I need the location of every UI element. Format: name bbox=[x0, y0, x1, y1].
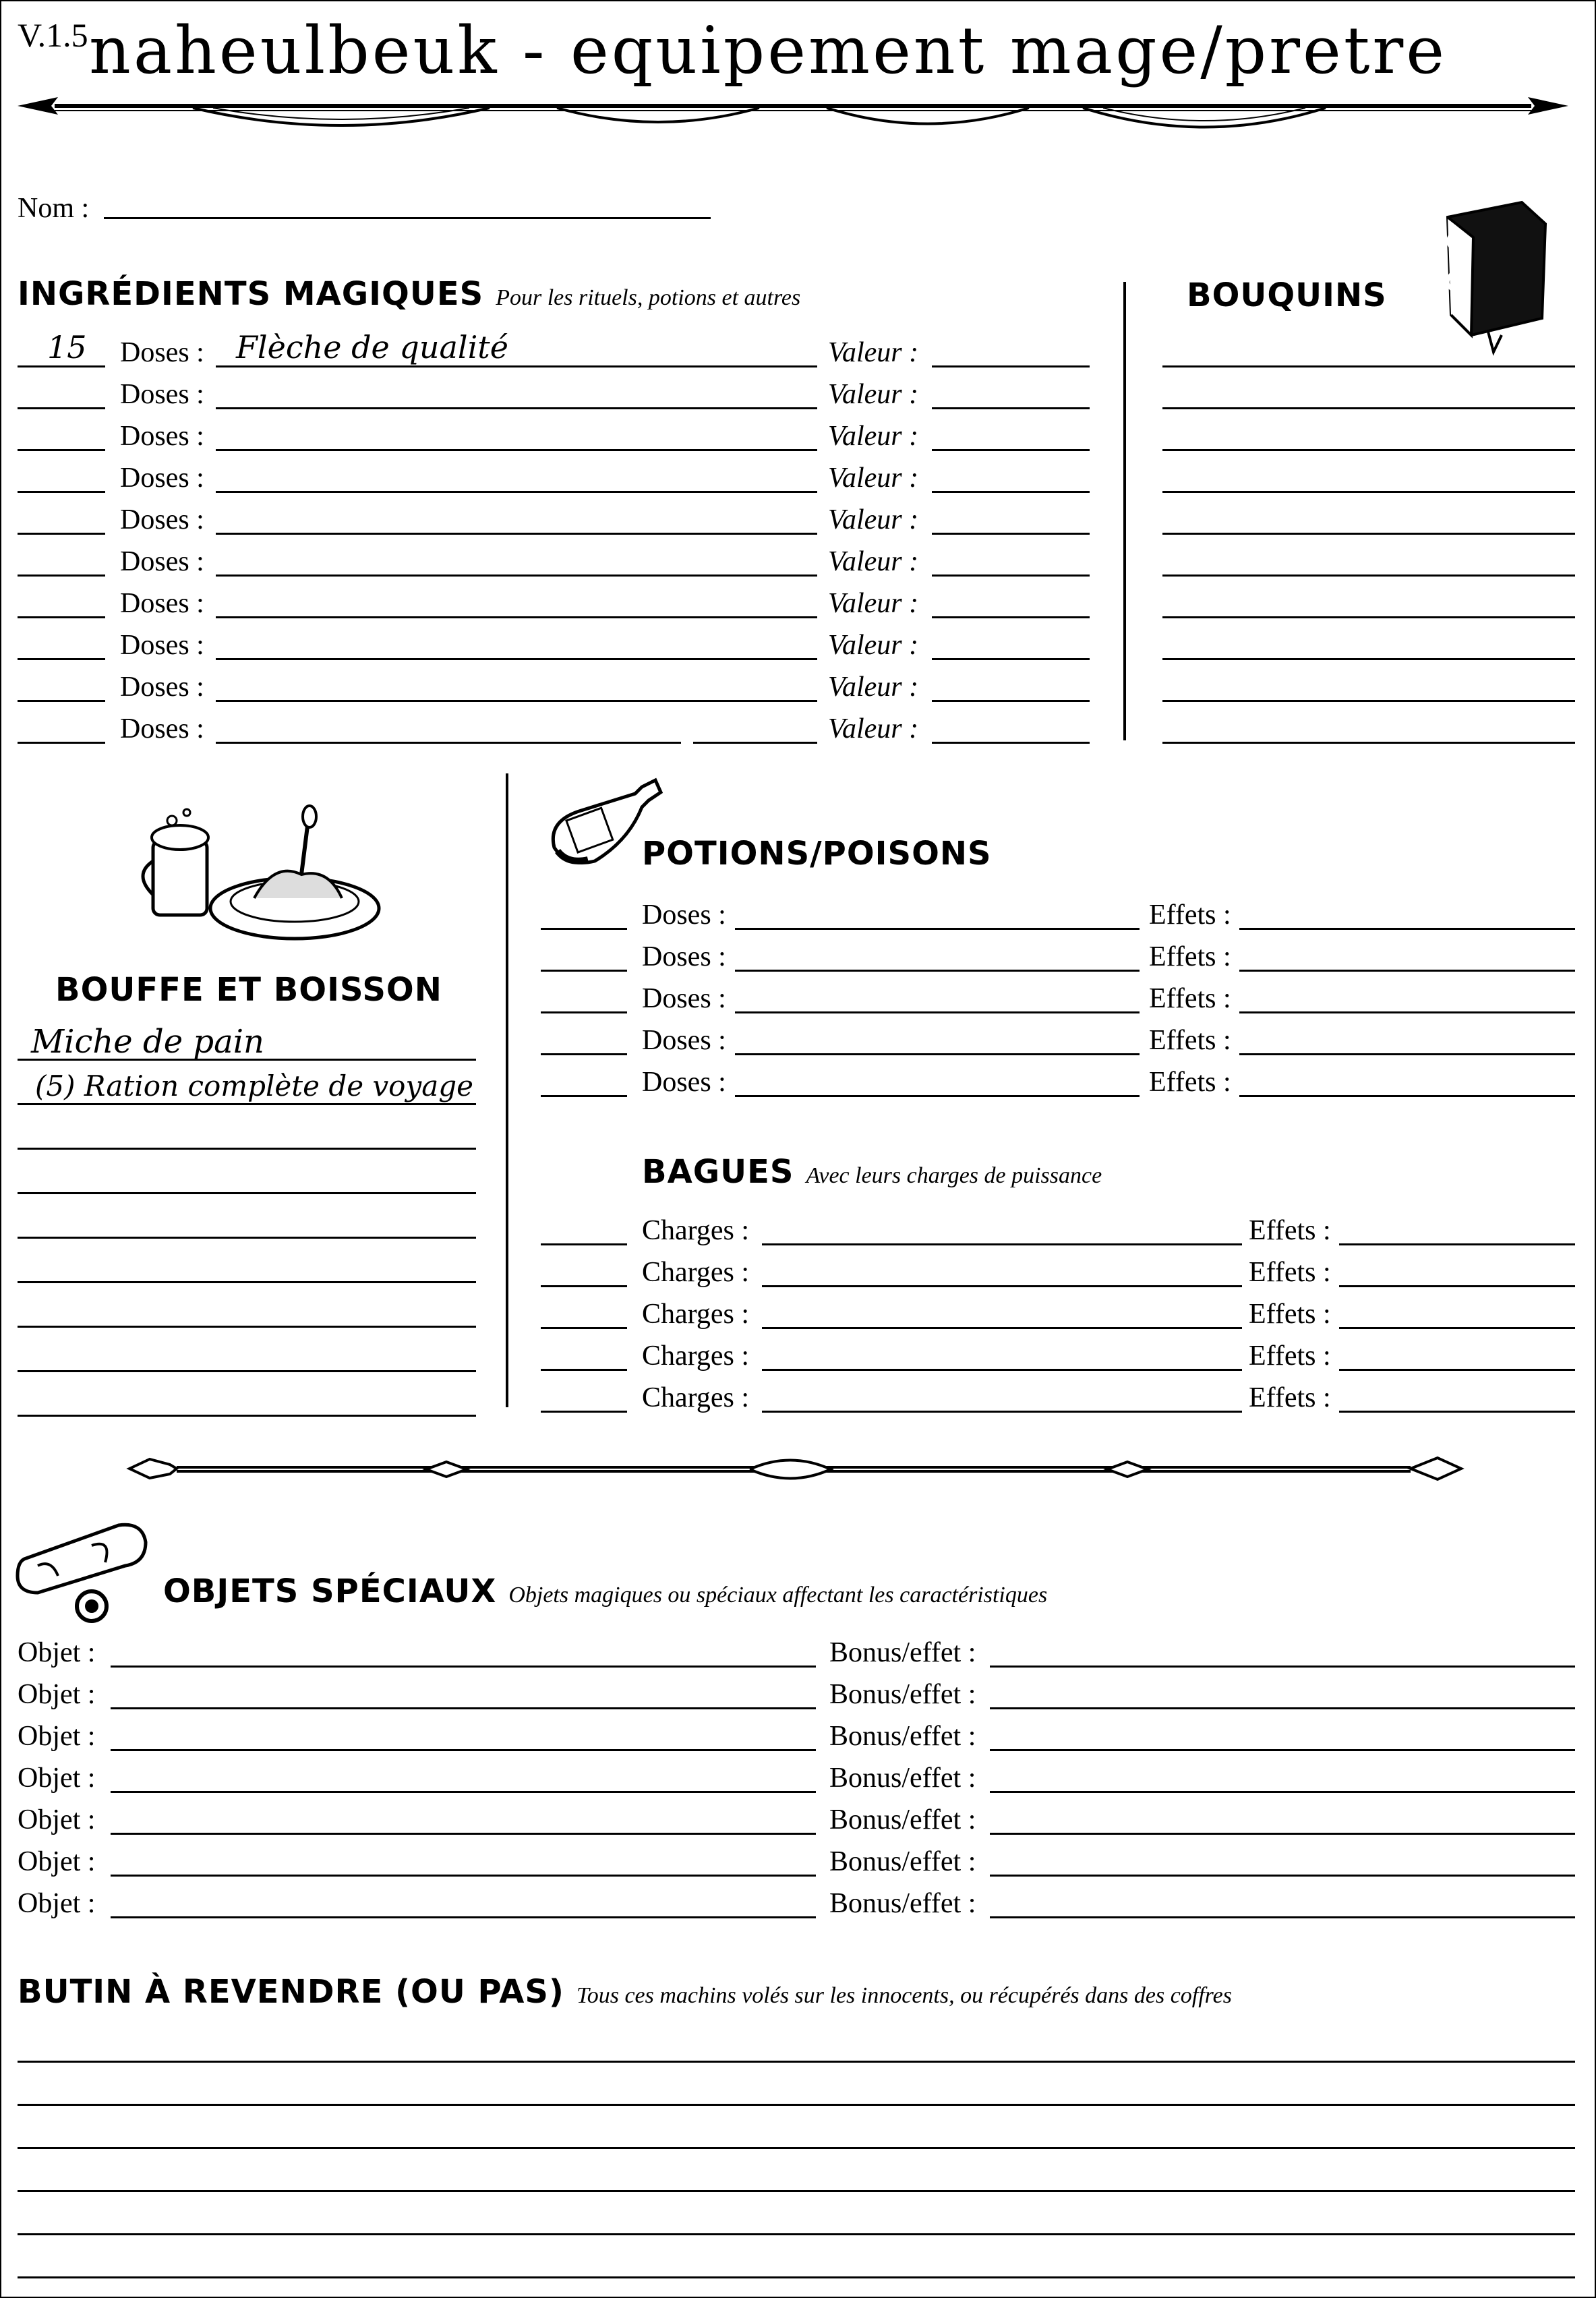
potion-effets-line[interactable] bbox=[1239, 1011, 1575, 1013]
objet-line[interactable] bbox=[111, 1833, 816, 1835]
butin-subtitle: Tous ces machins volés sur les innocents, ou récupérés dans des coffres bbox=[576, 1983, 1232, 2008]
ingredient-doses-label: Doses : bbox=[120, 463, 204, 494]
bague-name-line[interactable] bbox=[762, 1327, 1242, 1329]
potions-title: POTIONS/POISONS bbox=[642, 835, 992, 873]
ingredient-valeur-line[interactable] bbox=[932, 700, 1090, 702]
ingredient-doses-label: Doses : bbox=[120, 630, 204, 661]
bouquin-line[interactable] bbox=[1162, 700, 1575, 702]
ingredient-name-line[interactable] bbox=[216, 574, 817, 577]
bouquin-line[interactable] bbox=[1162, 365, 1575, 367]
potion-doses-label: Doses : bbox=[642, 983, 726, 1014]
bague-effets-label: Effets : bbox=[1249, 1299, 1331, 1330]
potion-effets-line[interactable] bbox=[1239, 970, 1575, 972]
ingredient-doses-label: Doses : bbox=[120, 713, 204, 744]
potion-doses-label: Doses : bbox=[642, 1025, 726, 1056]
ingredient-doses-label: Doses : bbox=[120, 546, 204, 577]
objets-title: OBJETS SPÉCIAUX Objets magiques ou spéciaux affectant les caractéristiques bbox=[163, 1572, 1048, 1610]
potion-effets-line[interactable] bbox=[1239, 1095, 1575, 1097]
potion-qty-line[interactable] bbox=[541, 928, 627, 930]
bouquin-line[interactable] bbox=[1162, 658, 1575, 660]
ingredient-valeur-label: Valeur : bbox=[828, 504, 919, 535]
bonus-label: Bonus/effet : bbox=[829, 1721, 976, 1752]
bouquins-title: BOUQUINS bbox=[1187, 276, 1387, 314]
bonus-line[interactable] bbox=[990, 1833, 1575, 1835]
potion-doses-label: Doses : bbox=[642, 941, 726, 972]
objet-label: Objet : bbox=[18, 1721, 96, 1752]
objet-line[interactable] bbox=[111, 1666, 816, 1668]
bague-qty-line[interactable] bbox=[541, 1327, 627, 1329]
potion-doses-label: Doses : bbox=[642, 900, 726, 931]
column-divider-2 bbox=[506, 773, 508, 1407]
ingredient-valeur-line[interactable] bbox=[932, 491, 1090, 493]
ingredient-name-line[interactable] bbox=[216, 700, 817, 702]
bouquin-line[interactable] bbox=[1162, 742, 1575, 744]
bagues-title: BAGUES Avec leurs charges de puissance bbox=[642, 1153, 1102, 1191]
bonus-line[interactable] bbox=[990, 1707, 1575, 1709]
potion-effets-line[interactable] bbox=[1239, 928, 1575, 930]
ingredient-qty-line[interactable] bbox=[18, 616, 105, 618]
bagues-subtitle: Avec leurs charges de puissance bbox=[806, 1163, 1102, 1188]
bague-name-line[interactable] bbox=[762, 1411, 1242, 1413]
ingredient-valeur-line[interactable] bbox=[932, 407, 1090, 409]
bouquin-line[interactable] bbox=[1162, 449, 1575, 451]
bouffe-line[interactable] bbox=[18, 1192, 476, 1194]
ingredient-doses-label: Doses : bbox=[120, 337, 204, 368]
bague-effets-line[interactable] bbox=[1339, 1285, 1575, 1287]
bonus-label: Bonus/effet : bbox=[829, 1637, 976, 1668]
bague-effets-line[interactable] bbox=[1339, 1411, 1575, 1413]
bague-effets-line[interactable] bbox=[1339, 1327, 1575, 1329]
bonus-label: Bonus/effet : bbox=[829, 1763, 976, 1794]
ingredient-valeur-label: Valeur : bbox=[828, 337, 919, 368]
potion-doses-label: Doses : bbox=[642, 1067, 726, 1098]
ingredient-valeur-label: Valeur : bbox=[828, 546, 919, 577]
ingredient-valeur-label: Valeur : bbox=[828, 630, 919, 661]
bonus-label: Bonus/effet : bbox=[829, 1846, 976, 1877]
ingredient-name-line[interactable] bbox=[216, 449, 817, 451]
ingredient-valeur-label: Valeur : bbox=[828, 713, 919, 744]
ingredient-name-line[interactable] bbox=[216, 658, 817, 660]
ingredient-qty-line[interactable] bbox=[18, 533, 105, 535]
food-icon bbox=[140, 800, 382, 942]
ingredient-doses-label: Doses : bbox=[120, 588, 204, 619]
bague-charges-label: Charges : bbox=[642, 1299, 750, 1330]
bouquin-line[interactable] bbox=[1162, 407, 1575, 409]
ingredient-valeur-line[interactable] bbox=[932, 365, 1090, 367]
ingredient-name-line[interactable] bbox=[216, 365, 817, 367]
ingredient-name-line[interactable] bbox=[216, 491, 817, 493]
butin-line[interactable] bbox=[18, 2233, 1575, 2235]
book-icon bbox=[1434, 197, 1556, 345]
bonus-line[interactable] bbox=[990, 1916, 1575, 1918]
bague-qty-line[interactable] bbox=[541, 1285, 627, 1287]
page-title: naheulbeuk - equipement mage/pretre bbox=[89, 13, 1448, 88]
ingredient-qty-line[interactable] bbox=[18, 365, 105, 367]
ingredient-qty-line[interactable] bbox=[18, 491, 105, 493]
bouffe-line[interactable] bbox=[18, 1326, 476, 1328]
bouffe-line[interactable] bbox=[18, 1103, 476, 1105]
ingredient-valeur-line[interactable] bbox=[932, 449, 1090, 451]
ingredient-qty-line[interactable] bbox=[18, 449, 105, 451]
ingredient-qty-line[interactable] bbox=[18, 574, 105, 577]
bouquin-line[interactable] bbox=[1162, 616, 1575, 618]
potion-name-line[interactable] bbox=[735, 1011, 1140, 1013]
ingredient-valeur-label: Valeur : bbox=[828, 463, 919, 494]
butin-line[interactable] bbox=[18, 2147, 1575, 2149]
ingredient-name-value: Flèche de qualité bbox=[236, 329, 509, 365]
bague-effets-line[interactable] bbox=[1339, 1369, 1575, 1371]
bouffe-title: BOUFFE ET BOISSON bbox=[55, 971, 442, 1009]
bouffe-line[interactable] bbox=[18, 1370, 476, 1372]
butin-line[interactable] bbox=[18, 2061, 1575, 2063]
bague-name-line[interactable] bbox=[762, 1243, 1242, 1245]
bague-name-line[interactable] bbox=[762, 1285, 1242, 1287]
potion-effets-label: Effets : bbox=[1149, 941, 1231, 972]
bonus-line[interactable] bbox=[990, 1666, 1575, 1668]
bague-charges-label: Charges : bbox=[642, 1382, 750, 1413]
ingredient-valeur-line[interactable] bbox=[932, 616, 1090, 618]
ingredient-valeur-label: Valeur : bbox=[828, 421, 919, 452]
bonus-label: Bonus/effet : bbox=[829, 1804, 976, 1835]
bonus-label: Bonus/effet : bbox=[829, 1679, 976, 1710]
bague-qty-line[interactable] bbox=[541, 1369, 627, 1371]
ingredient-qty-line[interactable] bbox=[18, 700, 105, 702]
objet-line[interactable] bbox=[111, 1707, 816, 1709]
objets-subtitle: Objets magiques ou spéciaux affectant les caractéristiques bbox=[508, 1583, 1048, 1608]
ingredient-doses-label: Doses : bbox=[120, 672, 204, 703]
objet-label: Objet : bbox=[18, 1679, 96, 1710]
bonus-line[interactable] bbox=[990, 1749, 1575, 1751]
ingredient-valeur-label: Valeur : bbox=[828, 588, 919, 619]
objet-line[interactable] bbox=[111, 1749, 816, 1751]
bonus-line[interactable] bbox=[990, 1875, 1575, 1877]
objet-line[interactable] bbox=[111, 1791, 816, 1793]
ingredient-valeur-line[interactable] bbox=[932, 658, 1090, 660]
ingredient-name-line-2[interactable] bbox=[693, 742, 817, 744]
potion-effets-line[interactable] bbox=[1239, 1053, 1575, 1055]
objet-label: Objet : bbox=[18, 1888, 96, 1919]
butin-line[interactable] bbox=[18, 2104, 1575, 2106]
potion-name-line[interactable] bbox=[735, 1095, 1140, 1097]
ingredient-doses-label: Doses : bbox=[120, 504, 204, 535]
ingredient-qty-value: 15 bbox=[47, 329, 87, 365]
ingredient-name-line[interactable] bbox=[216, 407, 817, 409]
bouquin-line[interactable] bbox=[1162, 491, 1575, 493]
bouffe-line[interactable] bbox=[18, 1237, 476, 1239]
ingredient-name-line[interactable] bbox=[216, 533, 817, 535]
potion-name-line[interactable] bbox=[735, 928, 1140, 930]
bague-effets-label: Effets : bbox=[1249, 1382, 1331, 1413]
spear-divider-top bbox=[18, 89, 1568, 150]
bonus-line[interactable] bbox=[990, 1791, 1575, 1793]
bouffe-entry: Miche de pain bbox=[31, 1023, 264, 1061]
bague-effets-label: Effets : bbox=[1249, 1215, 1331, 1246]
bague-charges-label: Charges : bbox=[642, 1340, 750, 1372]
potion-effets-label: Effets : bbox=[1149, 900, 1231, 931]
ingredient-qty-line[interactable] bbox=[18, 658, 105, 660]
bague-effets-line[interactable] bbox=[1339, 1243, 1575, 1245]
bague-effets-label: Effets : bbox=[1249, 1257, 1331, 1288]
potion-qty-line[interactable] bbox=[541, 1011, 627, 1013]
objet-line[interactable] bbox=[111, 1916, 816, 1918]
bague-name-line[interactable] bbox=[762, 1369, 1242, 1371]
ingredients-subtitle: Pour les rituels, potions et autres bbox=[496, 285, 801, 310]
objet-label: Objet : bbox=[18, 1846, 96, 1877]
potion-name-line[interactable] bbox=[735, 1053, 1140, 1055]
ingredient-qty-line[interactable] bbox=[18, 742, 105, 744]
objet-label: Objet : bbox=[18, 1804, 96, 1835]
ingredient-name-line[interactable] bbox=[216, 616, 817, 618]
objet-label: Objet : bbox=[18, 1763, 96, 1794]
potion-effets-label: Effets : bbox=[1149, 1067, 1231, 1098]
scroll-ring-icon bbox=[18, 1512, 159, 1626]
column-divider bbox=[1123, 282, 1126, 740]
ingredient-valeur-line[interactable] bbox=[932, 742, 1090, 744]
potion-qty-line[interactable] bbox=[541, 970, 627, 972]
butin-line[interactable] bbox=[18, 2276, 1575, 2278]
bague-qty-line[interactable] bbox=[541, 1411, 627, 1413]
ingredient-valeur-line[interactable] bbox=[932, 533, 1090, 535]
nom-input-line[interactable] bbox=[104, 217, 711, 219]
bouffe-entry: (5) Ration complète de voyage bbox=[35, 1069, 473, 1102]
ingredient-valeur-label: Valeur : bbox=[828, 672, 919, 703]
bouffe-line[interactable] bbox=[18, 1148, 476, 1150]
bouquin-line[interactable] bbox=[1162, 574, 1575, 577]
bouffe-line[interactable] bbox=[18, 1415, 476, 1417]
ingredients-title: INGRÉDIENTS MAGIQUES Pour les rituels, potions et autres bbox=[18, 275, 801, 313]
potion-effets-label: Effets : bbox=[1149, 983, 1231, 1014]
bague-charges-label: Charges : bbox=[642, 1257, 750, 1288]
bague-charges-label: Charges : bbox=[642, 1215, 750, 1246]
bouffe-line[interactable] bbox=[18, 1281, 476, 1283]
ingredient-doses-label: Doses : bbox=[120, 421, 204, 452]
ingredient-name-line[interactable] bbox=[216, 742, 681, 744]
staff-divider bbox=[129, 1451, 1465, 1492]
potion-effets-label: Effets : bbox=[1149, 1025, 1231, 1056]
butin-title: BUTIN À REVENDRE (OU PAS) Tous ces machins volés sur les innocents, ou récupérés dans des coffres bbox=[18, 1973, 1232, 2011]
potion-qty-line[interactable] bbox=[541, 1053, 627, 1055]
potion-qty-line[interactable] bbox=[541, 1095, 627, 1097]
potion-name-line[interactable] bbox=[735, 970, 1140, 972]
ingredient-qty-line[interactable] bbox=[18, 407, 105, 409]
ingredient-doses-label: Doses : bbox=[120, 379, 204, 410]
bague-effets-label: Effets : bbox=[1249, 1340, 1331, 1372]
objet-label: Objet : bbox=[18, 1637, 96, 1668]
objet-line[interactable] bbox=[111, 1875, 816, 1877]
ingredient-valeur-label: Valeur : bbox=[828, 379, 919, 410]
bonus-label: Bonus/effet : bbox=[829, 1888, 976, 1919]
bague-qty-line[interactable] bbox=[541, 1243, 627, 1245]
version-label: V.1.5 bbox=[18, 16, 88, 54]
nom-label: Nom : bbox=[18, 193, 90, 224]
ingredient-valeur-line[interactable] bbox=[932, 574, 1090, 577]
bouquin-line[interactable] bbox=[1162, 533, 1575, 535]
butin-line[interactable] bbox=[18, 2190, 1575, 2192]
